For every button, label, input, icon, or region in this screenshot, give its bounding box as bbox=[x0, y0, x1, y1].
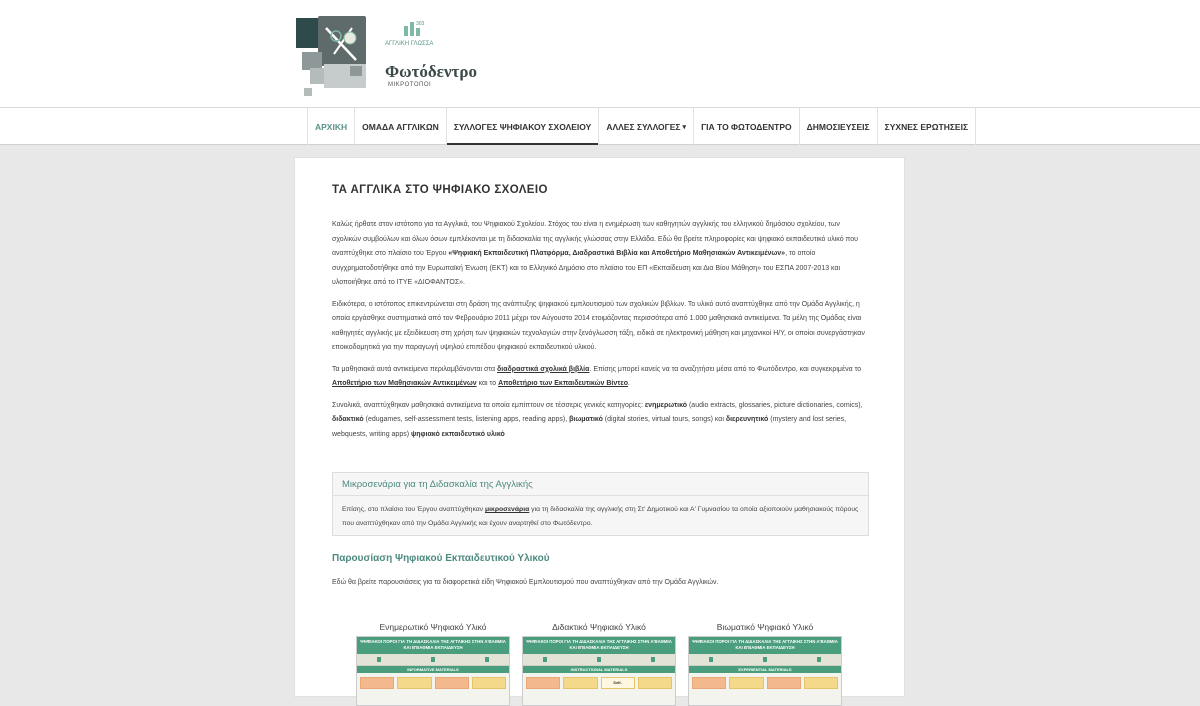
nav-english-team[interactable] bbox=[354, 108, 446, 145]
thumb-title: Ενημερωτικό Ψηφιακό Υλικό bbox=[379, 622, 487, 632]
content-card bbox=[294, 157, 905, 697]
micro-scenarios-text bbox=[342, 503, 862, 531]
logo-tag: ΑΓΓΛΙΚΗ ΓΛΩΣΣΑ bbox=[385, 41, 434, 47]
nav-home-label: ΑΡΧΙΚΗ bbox=[315, 121, 348, 132]
divider bbox=[333, 495, 868, 496]
poster-band bbox=[523, 654, 675, 666]
intro-text bbox=[332, 218, 869, 449]
p3-text-b: . Επίσης μπορεί κανείς να τα αναζητήσει μέσα από το Φωτόδεντρο, και συγκεκριμένα το bbox=[589, 365, 862, 373]
p4-text-a: Συνολικά, αναπτύχθηκαν μαθησιακά αντικείμενα τα οποία εμπίπτουν σε τέσσερις γενικές κατηγορίες: bbox=[332, 401, 645, 409]
nav-about-photodentro[interactable] bbox=[693, 108, 799, 145]
p4-text-4: (mystery and lost series, webquests, writing apps) bbox=[332, 416, 847, 438]
poster-band bbox=[357, 654, 509, 666]
nav-home[interactable] bbox=[307, 108, 354, 145]
p4-text-2: (edugames, self-assessment tests, listening apps, reading apps), bbox=[363, 416, 570, 423]
poster-cell-label: Self- bbox=[601, 677, 635, 689]
section-text: Εδώ θα βρείτε παρουσιάσεις για τα διαφορετικά είδη Ψηφιακού Εμπλουτισμού που αναπτύχθηκαν από την Ομάδα Αγγλικών. bbox=[332, 579, 719, 586]
p3-text-a: Τα μαθησιακά αυτά αντικείμενα περιλαμβάνονται στα bbox=[332, 365, 498, 373]
nav-other-collections[interactable] bbox=[598, 108, 693, 145]
p1-text-a: Καλώς ήρθατε στον ιστότοπο για τα Αγγλικά, του Ψηφιακού Σχολείου. Στόχος του είναι η ενημέρωση των καθηγητών αγγλικής του ελληνικού δημόσιου σχολείου, των σχολικών συμβούλων και όλων όσων εμπλέκονται με τη διδασκαλία της αγγλικής γλώσσας στην Ελλάδα. Εδώ θα βρείτε πληροφορίες και ψηφιακό εκπαιδευτικό υλικό που αναπτύχθηκε στο πλαίσιο του Έργου bbox=[332, 221, 858, 257]
nav-faq[interactable] bbox=[877, 108, 976, 145]
learning-objects-repository-link[interactable]: Αποθετήριο των Μαθησιακών Αντικειμένων bbox=[332, 380, 477, 387]
educational-video-repository-link[interactable]: Αποθετήριο των Εκπαιδευτικών Βίντεο bbox=[498, 380, 628, 387]
logo-title: Φωτόδεντρο bbox=[385, 62, 477, 81]
photodentro-logo[interactable] bbox=[296, 16, 476, 98]
p1-text-c: , το οποίο συγχρηματοδοτήθηκε από την Ευρωπαϊκή Ένωση (ΕΚΤ) και το Ελληνικό Δημόσιο στο πλαίσιο του ΕΠ «Εκπαίδευση και Δια Βίου Μάθηση» του ΕΣΠΑ 2007-2013 και υλοποιήθηκε από το ΙΤΥΕ «ΔΙΟΦΑΝΤΟΣ». bbox=[332, 250, 841, 286]
poster-cells bbox=[523, 673, 675, 693]
category-digital-material: ψηφιακό εκπαιδευτικό υλικό bbox=[410, 430, 505, 438]
site-header bbox=[0, 0, 1200, 108]
poster-cells bbox=[357, 673, 509, 693]
paragraph-categories bbox=[332, 399, 869, 443]
logo-subtitle: ΜΙΚΡΟΤΟΠΟΙ bbox=[388, 82, 432, 88]
p1-project-name: «Ψηφιακή Εκπαιδευτική Πλατφόρμα, Διαδραστικά Βιβλία και Αποθετήριο Μαθησιακών Αντικειμένων» bbox=[448, 250, 786, 257]
poster-label: EXPERIENTIAL MATERIALS bbox=[689, 666, 841, 673]
p3-text-c: και το bbox=[476, 380, 499, 387]
poster-header: ΨΗΦΙΑΚΟΙ ΠΟΡΟΙ ΓΙΑ ΤΗ ΔΙΔΑΣΚΑΛΙΑ ΤΗΣ ΑΓΓΛΙΚΗΣ ΣΤΗΝ Α'ΒΑΘΜΙΑ ΚΑΙ Β'ΒΑΘΜΙΑ ΕΚΠΑΙΔΕΥΣΗ bbox=[689, 637, 841, 654]
micro-scenarios-title: Μικροσενάρια για τη Διδασκαλία της Αγγλικής bbox=[342, 479, 533, 490]
section-title: Παρουσίαση Ψηφιακού Εκπαιδευτικού Υλικού bbox=[332, 553, 550, 564]
p4-text-3: (digital stories, virtual tours, songs) και bbox=[602, 416, 726, 423]
paragraph-details: Ειδικότερα, ο ιστότοπος επικεντρώνεται στη δράση της ανάπτυξης ψηφιακού εμπλουτισμού των σχολικών βιβλίων. Το υλικό αυτό αναπτύχθηκε από την Ομάδα Αγγλικής, η οποία εργάσθηκε συστηματικά από τον Φεβρουάριο 2011 μέχρι τον Αύγουστο 2014 ετοιμάζοντας περισσότερα από 1.000 μαθησιακά αντικείμενα. Τα μέλη της Ομάδας είναι καθηγητές αγγλικής με εξειδίκευση στη χρήση των ψηφιακών τεχνολογιών στην ξενόγλωσση τάξη, ειδικά σε ηλεκτρονική μάθηση και μηχανικοί Η/Υ, οι οποίοι συνεργάστηκαν εποικοδομητικά για την παραγωγή υψηλού επιπέδου ψηφιακού εκπαιδευτικού υλικού. bbox=[332, 300, 865, 351]
paragraph-welcome bbox=[332, 218, 869, 291]
nav-publications[interactable] bbox=[799, 108, 877, 145]
poster-label: INFORMATIVE MATERIALS bbox=[357, 666, 509, 673]
thumb-informative[interactable] bbox=[356, 622, 510, 706]
nav-publications-label: ΔΗΜΟΣΙΕΥΣΕΙΣ bbox=[806, 121, 870, 132]
poster-header: ΨΗΦΙΑΚΟΙ ΠΟΡΟΙ ΓΙΑ ΤΗ ΔΙΔΑΣΚΑΛΙΑ ΤΗΣ ΑΓΓΛΙΚΗΣ ΣΤΗΝ Α'ΒΑΘΜΙΑ ΚΑΙ Β'ΒΑΘΜΙΑ ΕΚΠΑΙΔΕΥΣΗ bbox=[357, 637, 509, 654]
logo-tag-number: 303 bbox=[416, 21, 425, 27]
nav-digital-school-collections[interactable] bbox=[446, 108, 599, 145]
poster-cells bbox=[689, 673, 841, 693]
main-navigation bbox=[0, 108, 1200, 145]
p3-text-d: . bbox=[627, 380, 630, 387]
nav-about-photodentro-label: ΓΙΑ ΤΟ ΦΩΤΟΔΕΝΤΡΟ bbox=[701, 121, 792, 132]
poster-header: ΨΗΦΙΑΚΟΙ ΠΟΡΟΙ ΓΙΑ ΤΗ ΔΙΔΑΣΚΑΛΙΑ ΤΗΣ ΑΓΓΛΙΚΗΣ ΣΤΗΝ Α'ΒΑΘΜΙΑ ΚΑΙ Β'ΒΑΘΜΙΑ ΕΚΠΑΙΔΕΥΣΗ bbox=[523, 637, 675, 654]
category-exploratory: διερευνητικό bbox=[725, 416, 769, 423]
nav-english-team-label: ΟΜΑΔΑ ΑΓΓΛΙΚΩΝ bbox=[362, 121, 439, 132]
interactive-books-link[interactable]: διαδραστικά σχολικά βιβλία bbox=[497, 365, 590, 373]
micro-scenarios-link[interactable]: μικροσενάρια bbox=[484, 506, 530, 513]
thumb-title: Διδακτικό Ψηφιακό Υλικό bbox=[552, 622, 646, 632]
category-informative: ενημερωτικό bbox=[644, 401, 688, 409]
p4-text-1: (audio extracts, glossaries, picture dictionaries, comics), bbox=[687, 401, 863, 409]
poster-image[interactable] bbox=[688, 636, 842, 706]
chevron-down-icon: ▾ bbox=[682, 123, 687, 131]
thumb-title: Βιωματικό Ψηφιακό Υλικό bbox=[716, 622, 814, 632]
nav-faq-label: ΣΥΧΝΕΣ ΕΡΩΤΗΣΕΙΣ bbox=[884, 121, 969, 132]
category-experiential: βιωματικό bbox=[569, 416, 603, 423]
page-title: ΤΑ ΑΓΓΛΙΚΑ ΣΤΟ ΨΗΦΙΑΚΟ ΣΧΟΛΕΙΟ bbox=[332, 184, 548, 196]
nav-digital-school-collections-label: ΣΥΛΛΟΓΕΣ ΨΗΦΙΑΚΟΥ ΣΧΟΛΕΙΟΥ bbox=[453, 121, 592, 132]
category-instructional: διδακτικό bbox=[332, 416, 364, 423]
poster-band bbox=[689, 654, 841, 666]
micro-text-b: για τη διδασκαλία της αγγλικής στη Στ' Δημοτικού και Α' Γυμνασίου τα οποία αξιοποιούν μαθησιακούς πόρους που αναπτύχθηκαν από την Ομάδα Αγγλικής και έχουν αναρτηθεί στο Φωτόδεντρο. bbox=[342, 506, 859, 527]
thumb-instructional[interactable] bbox=[522, 622, 676, 706]
material-thumbnails bbox=[356, 622, 846, 702]
poster-image[interactable] bbox=[356, 636, 510, 706]
micro-scenarios-panel bbox=[332, 472, 869, 536]
nav-other-collections-label: ΑΛΛΕΣ ΣΥΛΛΟΓΕΣ bbox=[606, 121, 681, 132]
poster-image[interactable] bbox=[522, 636, 676, 706]
paragraph-links bbox=[332, 363, 869, 392]
thumb-experiential[interactable] bbox=[688, 622, 842, 706]
micro-text-a: Επίσης, στο πλαίσιο του Έργου αναπτύχθηκαν bbox=[342, 506, 485, 513]
poster-label: INSTRUCTIONAL MATERIALS bbox=[523, 666, 675, 673]
